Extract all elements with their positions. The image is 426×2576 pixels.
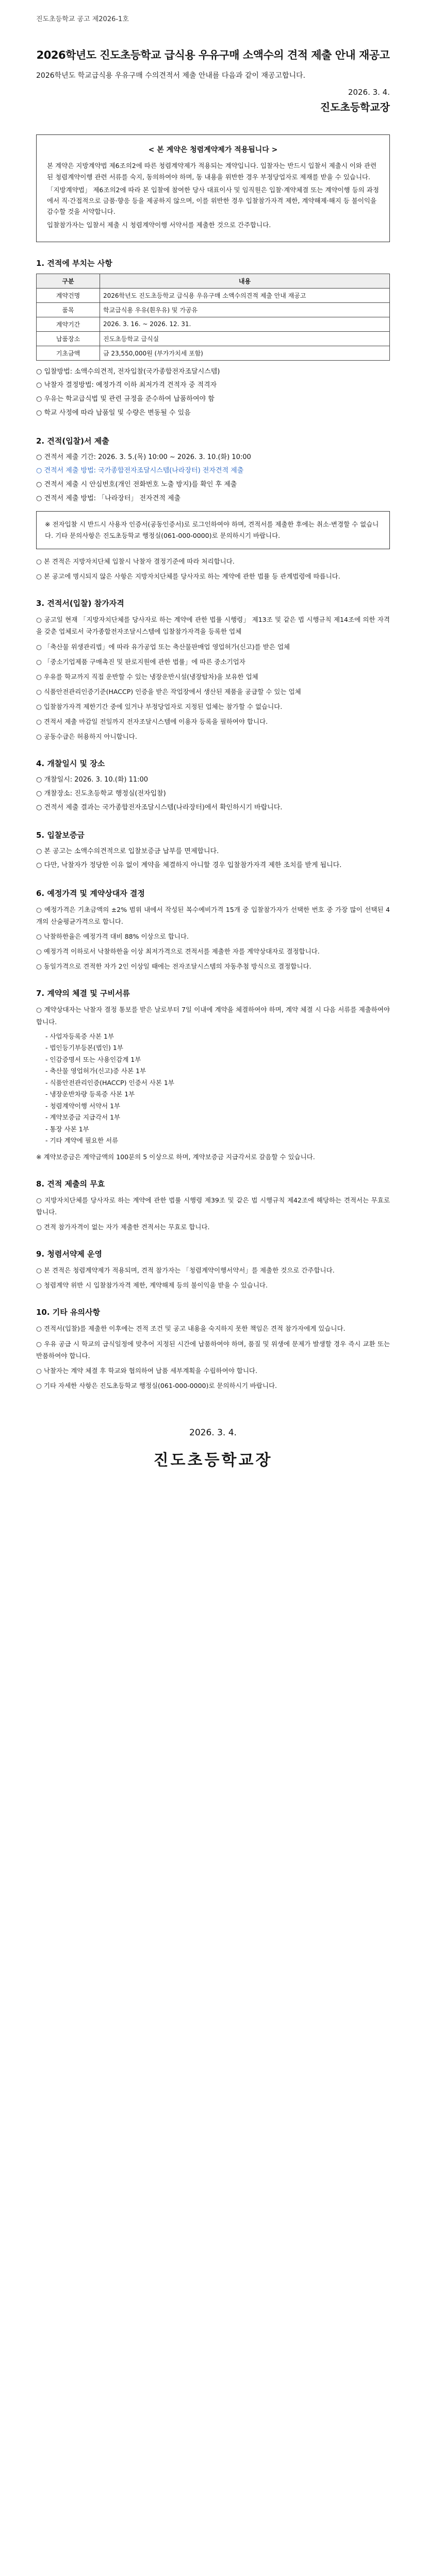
list-item: ○ 개찰일시: 2026. 3. 10.(화) 11:00 bbox=[36, 776, 149, 784]
document-list-item: - 냉장운반차량 등록증 사본 1부 bbox=[45, 1090, 135, 1098]
section-heading: 3. 견적서(입찰) 참가자격 bbox=[36, 599, 124, 608]
footer-issuer: 진도초등학교장 bbox=[153, 1451, 273, 1470]
section-heading: 6. 예정가격 및 계약상대자 결정 bbox=[36, 888, 145, 898]
document-list-item: - 청렴계약이행 서약서 1부 bbox=[45, 1101, 121, 1110]
paragraph: ○ 본 견적은 지방자치단체 입찰시 낙찰자 결정기준에 따라 처리합니다. bbox=[36, 557, 235, 566]
paragraph: ○ 예정가격 이하로서 낙찰하한율 이상 최저가격으로 견적서를 제출한 자를 계약상대자로 결정합니다. bbox=[36, 947, 320, 956]
contract-info-table bbox=[36, 274, 390, 361]
table-row bbox=[37, 317, 390, 331]
table-cell: 계약기간 bbox=[37, 317, 100, 331]
document-list-item: - 기타 계약에 필요한 서류 bbox=[45, 1137, 119, 1145]
paragraph: ○ 우유 공급 시 학교의 급식일정에 맞추어 지정된 시간에 납품하여야 하며, 품질 및 위생에 문제가 발생할 경우 즉시 교환 또는 반품하여야 합니다. bbox=[36, 1340, 390, 1360]
paragraph: ○ 입찰참가자격 제한기간 중에 있거나 부정당업자로 지정된 업체는 참가할 수 없습니다. bbox=[36, 703, 283, 711]
table-row bbox=[37, 288, 390, 302]
document-list-item: - 인감증명서 또는 사용인감계 1부 bbox=[45, 1055, 141, 1063]
list-item: ○ 견적서 제출 결과는 국가종합전자조달시스템(나라장터)에서 확인하시기 바랍니다. bbox=[36, 803, 283, 811]
paragraph: ○ 청렴계약 위반 시 입찰참가자격 제한, 계약해제 등의 불이익을 받을 수 있습니다. bbox=[36, 1281, 268, 1290]
paragraph: ○ 공고일 현재 「지방자치단체를 당사자로 하는 계약에 관한 법률 시행령」 제13조 및 같은 법 시행규칙 제14조에 의한 자격을 갖춘 업체로서 국가종합전자조달시스템에 입찰참가자격을 등록한 업체 bbox=[36, 616, 390, 636]
table-cell: 기초금액 bbox=[37, 346, 100, 360]
list-item: ○ 다만, 낙찰자가 정당한 이유 없이 계약을 체결하지 아니할 경우 입찰참가자격 제한 조치를 받게 됩니다. bbox=[36, 861, 342, 870]
table-header-cell: 구분 bbox=[37, 274, 100, 288]
integrity-box bbox=[36, 134, 390, 242]
footer-date: 2026. 3. 4. bbox=[189, 1428, 237, 1438]
paragraph: ○ 본 공고에 명시되지 않은 사항은 지방자치단체를 당사자로 하는 계약에 관한 법률 등 관계법령에 따릅니다. bbox=[36, 572, 340, 581]
document-list-item: - 사업자등록증 사본 1부 bbox=[45, 1032, 114, 1040]
page-title: 2026학년도 진도초등학교 급식용 우유구매 소액수의 견적 제출 안내 재공고 bbox=[36, 49, 390, 61]
paragraph: ○ 견적서 제출 마감일 전일까지 전자조달시스템에 이용자 등록을 필하여야 합니다. bbox=[36, 718, 268, 726]
section-heading: 8. 견적 제출의 무효 bbox=[36, 1179, 105, 1189]
document-list-item: - 계약보증금 지급각서 1부 bbox=[45, 1113, 121, 1122]
document-list-item: - 축산물 영업허가(신고)증 사본 1부 bbox=[45, 1067, 146, 1075]
table-cell: 2026. 3. 16. ~ 2026. 12. 31. bbox=[100, 317, 390, 331]
table-cell: 납품장소 bbox=[37, 331, 100, 346]
integrity-paragraph: 「지방계약법」 제6조의2에 따라 본 입찰에 참여한 당사 대표이사 및 임직원은 입찰·계약체결 또는 계약이행 등의 과정에서 직·간접적으로 금품·향응 등을 제공하지 않으며, 이를 위반한 경우 입찰참가자격 제한, 계약해제·해지 등 불이익을 감수할 것을 서약합니다. bbox=[47, 185, 379, 216]
section-heading: 5. 입찰보증금 bbox=[36, 831, 85, 840]
paragraph: ○ 낙찰자는 계약 체결 후 학교와 협의하여 납품 세부계획을 수립하여야 합니다. bbox=[36, 1366, 257, 1375]
table-cell: 금 23,550,000원 (부가가치세 포함) bbox=[100, 346, 390, 360]
table-row bbox=[37, 302, 390, 317]
paragraph: ○ 식품안전관리인증기준(HACCP) 인증을 받은 작업장에서 생산된 제품을 공급할 수 있는 업체 bbox=[36, 687, 301, 696]
table-cell: 학교급식용 우유(흰우유) 및 가공유 bbox=[100, 302, 390, 317]
paragraph: ○ 「축산물 위생관리법」에 따라 유가공업 또는 축산물판매업 영업허가(신고)를 받은 업체 bbox=[36, 642, 290, 651]
section-heading: 10. 기타 유의사항 bbox=[36, 1308, 100, 1317]
paragraph: ○ 낙찰하한율은 예정가격 대비 88% 이상으로 합니다. bbox=[36, 933, 189, 941]
paragraph: ○ 기타 자세한 사항은 진도초등학교 행정실(061-000-0000)로 문의하시기 바랍니다. bbox=[36, 1381, 277, 1389]
table-cell: 품목 bbox=[37, 302, 100, 317]
document-list-item: - 식품안전관리인증(HACCP) 인증서 사본 1부 bbox=[45, 1078, 174, 1087]
notice-date: 2026. 3. 4. bbox=[348, 87, 390, 97]
list-item: ○ 학교 사정에 따라 납품일 및 수량은 변동될 수 있음 bbox=[36, 409, 191, 417]
integrity-paragraph: 본 계약은 지방계약법 제6조의2에 따른 청렴계약제가 적용되는 계약입니다. 입찰자는 반드시 입찰서 제출시 이와 관련된 청렴계약이행 관련 서류를 숙지, 동의하여야 하며, 동 내용을 위반한 경우 부정당업자로 제재를 받을 수 있습니다. bbox=[47, 162, 377, 181]
intro-text: 2026학년도 학교급식용 우유구매 수의견적서 제출 안내를 다음과 같이 재공고합니다. bbox=[36, 72, 305, 80]
list-item: ○ 견적서 제출 시 안심번호(개인 전화번호 노출 방지)를 확인 후 제출 bbox=[36, 480, 237, 488]
section-heading: 2. 견적(입찰)서 제출 bbox=[36, 436, 109, 446]
list-item: ○ 본 공고는 소액수의견적으로 입찰보증금 납부를 면제합니다. bbox=[36, 848, 219, 856]
list-item: ○ 견적서 제출 방법: 「나라장터」 전자견적 제출 bbox=[36, 494, 181, 502]
notice-number: 진도초등학교 공고 제2026-1호 bbox=[36, 15, 129, 23]
issuer-name: 진도초등학교장 bbox=[320, 100, 390, 113]
section-heading: 9. 청렴서약제 운영 bbox=[36, 1249, 103, 1259]
paragraph: ※ 계약보증금은 계약금액의 100분의 5 이상으로 하며, 계약보증금 지급각서로 갈음할 수 있습니다. bbox=[36, 1153, 315, 1161]
paragraph: ○ 본 견적은 청렴계약제가 적용되며, 견적 참가자는 「청렴계약이행서약서」를 제출한 것으로 간주합니다. bbox=[36, 1266, 335, 1275]
section-heading: 1. 견적에 부치는 사항 bbox=[36, 258, 112, 268]
section-heading: 7. 계약의 체결 및 구비서류 bbox=[36, 989, 130, 998]
paragraph: ○ 견적 참가자격이 없는 자가 제출한 견적서는 무효로 합니다. bbox=[36, 1223, 210, 1231]
document-list-item: - 법인등기부등본(법인) 1부 bbox=[45, 1044, 123, 1052]
paragraph: ○ 동일가격으로 견적한 자가 2인 이상일 때에는 전자조달시스템의 자동추첨 방식으로 결정합니다. bbox=[36, 962, 312, 971]
list-item: ○ 우유는 학교급식법 및 관련 규정을 준수하여 납품하여야 함 bbox=[36, 395, 215, 403]
list-item: ○ 개찰장소: 진도초등학교 행정실(전자입찰) bbox=[36, 790, 166, 798]
paragraph: ○ 우유를 학교까지 직접 운반할 수 있는 냉장운반시설(냉장탑차)을 보유한 업체 bbox=[36, 672, 258, 681]
list-item: ○ 입찰방법: 소액수의견적, 전자입찰(국가종합전자조달시스템) bbox=[36, 367, 220, 376]
paragraph: ○ 계약상대자는 낙찰자 결정 통보를 받은 날로부터 7일 이내에 계약을 체결하여야 하며, 계약 체결 시 다음 서류를 제출하여야 합니다. bbox=[36, 1006, 390, 1026]
paragraph: ○ 지방자치단체를 당사자로 하는 계약에 관한 법률 시행령 제39조 및 같은 법 시행규칙 제42조에 해당하는 견적서는 무효로 합니다. bbox=[36, 1196, 390, 1216]
table-cell: 2026학년도 진도초등학교 급식용 우유구매 소액수의견적 제출 안내 재공고 bbox=[100, 288, 390, 302]
table-row bbox=[37, 331, 390, 346]
integrity-paragraph: 입찰참가자는 입찰서 제출 시 청렴계약이행 서약서를 제출한 것으로 간주합니다. bbox=[47, 221, 271, 229]
integrity-box-title: < 본 계약은 청렴계약제가 적용됩니다 > bbox=[148, 145, 278, 154]
table-row bbox=[37, 346, 390, 360]
table-header-row bbox=[37, 274, 390, 288]
paragraph: ○ 예정가격은 기초금액의 ±2% 범위 내에서 작성된 복수예비가격 15개 중 입찰참가자가 선택한 번호 중 가장 많이 선택된 4개의 산술평균가격으로 합니다. bbox=[36, 905, 390, 925]
document-list-item: - 통장 사본 1부 bbox=[45, 1125, 89, 1133]
table-cell: 진도초등학교 급식실 bbox=[100, 331, 390, 346]
section-heading: 4. 개찰일시 및 장소 bbox=[36, 759, 105, 769]
paragraph: ○ 「중소기업제품 구매촉진 및 판로지원에 관한 법률」에 따른 중소기업자 bbox=[36, 657, 245, 666]
table-header-cell: 내용 bbox=[100, 274, 390, 288]
paragraph: ○ 견적서(입찰)를 제출한 이후에는 견적 조건 및 공고 내용을 숙지하지 못한 책임은 견적 참가자에게 있습니다. bbox=[36, 1325, 346, 1333]
list-item: ○ 낙찰자 결정방법: 예정가격 이하 최저가격 견적자 중 적격자 bbox=[36, 381, 217, 389]
list-item: ○ 견적서 제출 방법: 국가종합전자조달시스템(나라장터) 전자견적 제출 bbox=[36, 467, 244, 475]
submission-note-box: ※ 전자입찰 시 반드시 사용자 인증서(공동인증서)로 로그인하여야 하며, 견적서를 제출한 후에는 취소·변경할 수 없습니다. 기타 문의사항은 진도초등학교 행정실(061-000-0000)로 문의하시기 바랍니다. bbox=[36, 511, 390, 549]
paragraph: ○ 공동수급은 허용하지 아니합니다. bbox=[36, 733, 137, 741]
list-item: ○ 견적서 제출 기간: 2026. 3. 5.(목) 10:00 ~ 2026. 3. 10.(화) 10:00 bbox=[36, 453, 251, 461]
table-cell: 계약건명 bbox=[37, 288, 100, 302]
